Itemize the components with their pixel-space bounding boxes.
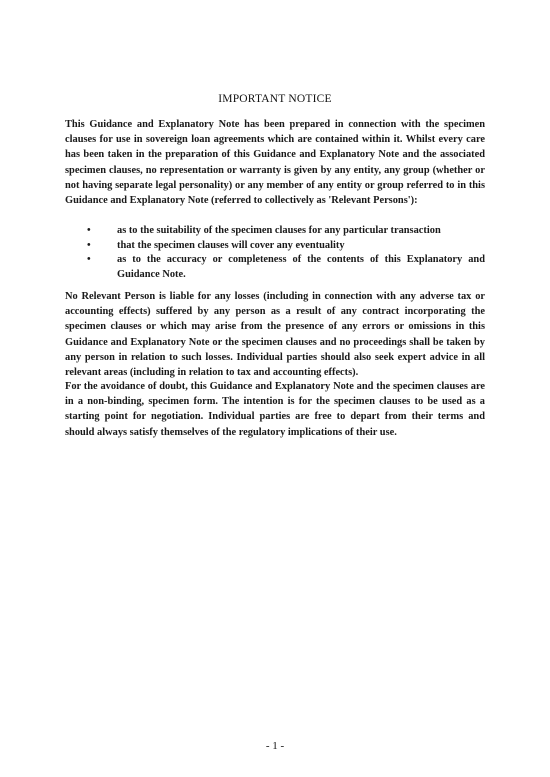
list-item — [65, 239, 485, 254]
bullet-list — [65, 224, 485, 282]
intro-paragraph: This Guidance and Explanatory Note has been prepared in connection with the specimen clauses for use in sovereign loan agreements which are contained within it. Whilst every care has been taken in the preparation of this Guidance and Explanatory Note and the associated specimen clauses, no representation or warranty is given by any entity, any group (whether or not having separate legal personality) or any member of any entity or group referred to in this Guidance and Explanatory Note (referred to collectively as 'Relevant Persons'): — [65, 119, 485, 207]
bullet-icon: • — [87, 254, 91, 266]
list-item-text: as to the accuracy or completeness of the contents of this Explanatory and Guidance Note. — [117, 254, 485, 280]
bullet-icon: • — [87, 225, 91, 236]
list-item-text: that the specimen clauses will cover any eventuality — [117, 239, 345, 251]
bullet-icon: • — [87, 239, 91, 251]
avoidance-paragraph: For the avoidance of doubt, this Guidance and Explanatory Note and the specimen clauses are in a non-binding, specimen form. The intention is for the specimen clauses to be used as a starting point for negotiation. Individual parties are free to depart from their terms and should always satisfy themselves of the regulatory implications of their use. — [65, 381, 485, 438]
list-item — [65, 253, 485, 282]
page-number: - 1 - — [265, 740, 285, 752]
list-item-text: as to the suitability of the specimen clauses for any particular transaction — [117, 225, 441, 236]
liability-paragraph: No Relevant Person is liable for any losses (including in connection with any adverse tax or accounting effects) suffered by any person as a result of any contract incorporating the specimen clauses or which may arise from the presence of any errors or omissions in this Guidance and Explanatory Note or the specimen clauses and no proceedings shall be taken by any person in relation to such losses. Individual parties should also seek expert advice in all relevant areas (including in relation to tax and accounting effects). — [65, 291, 485, 379]
list-item — [65, 224, 485, 239]
page-title: IMPORTANT NOTICE — [218, 93, 332, 105]
